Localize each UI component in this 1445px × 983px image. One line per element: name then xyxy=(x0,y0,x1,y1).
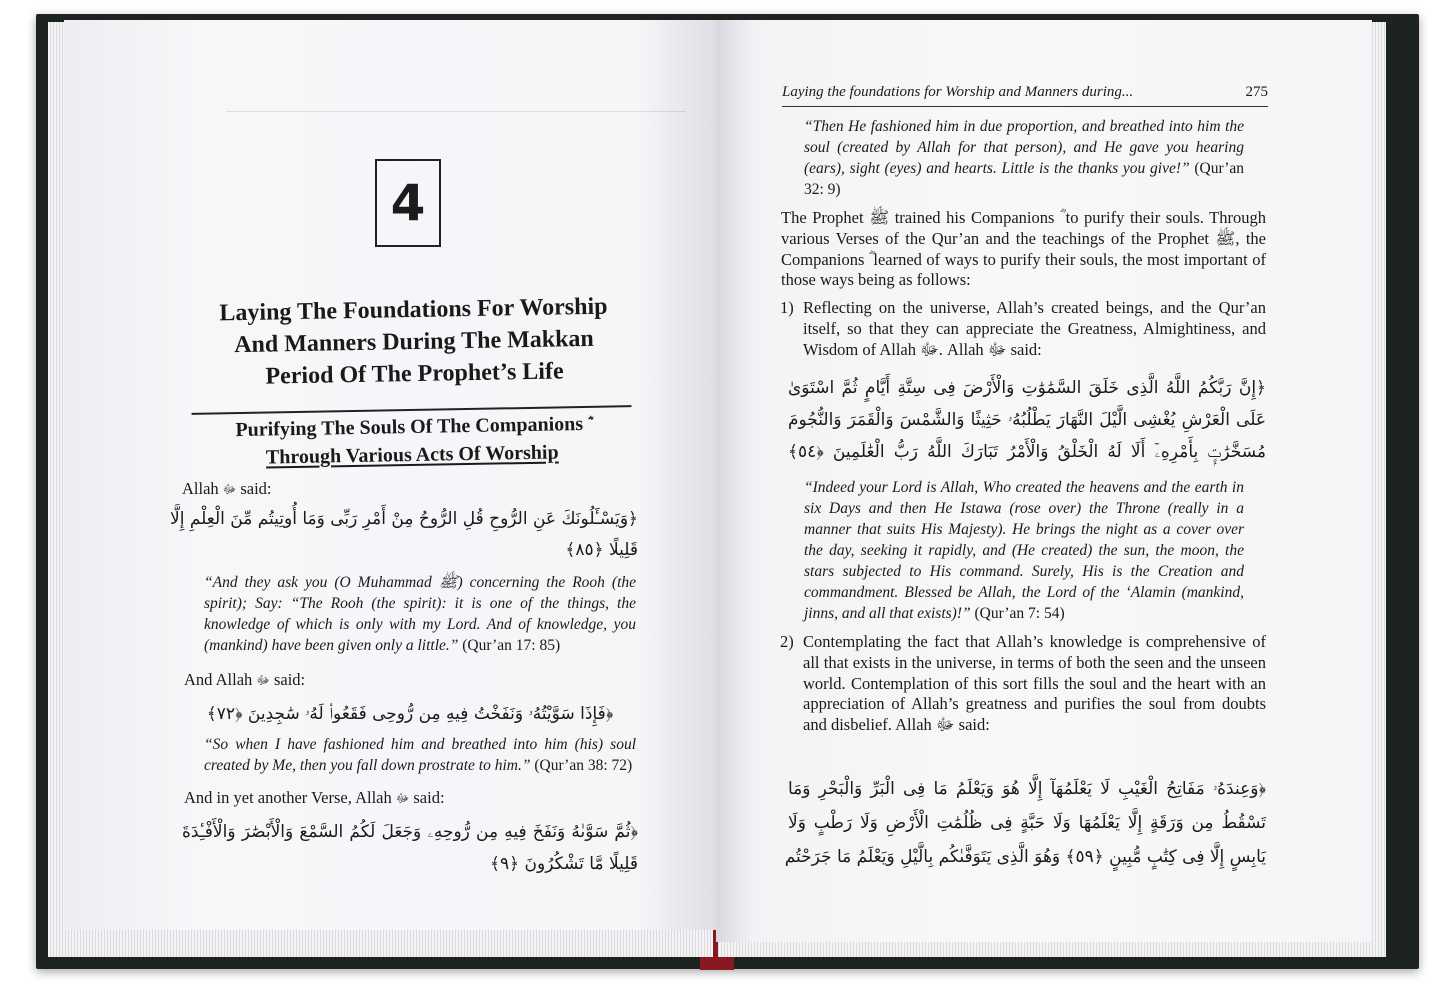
arabic-line: عَلَى الْعَرْشِ يُغْشِى الَّيْلَ النَّهَارَ يَطْلُبُهُۥ حَثِيثًا وَالشَّمْسَ وَالْقَمَرَ وَالنُّجُومَ xyxy=(788,410,1266,430)
arabic-line: يَابِسٍ إِلَّا فِى كِتَٰبٍ مُّبِينٍ ﴿٥٩﴾ وَهُوَ الَّذِى يَتَوَفَّىٰكُم بِالَّيْلِ وَيَعْلَمُ مَا جَرَحْتُم xyxy=(784,847,1266,867)
running-head-title: Laying the foundations for Worship and Manners during... xyxy=(782,84,1134,100)
translation-text: “Then He fashioned him in due proportion, and breathed into him the soul (created by Allah for that person), and He gave you hearing (ears), sight (eyes) and hearts. Little is the thanks you give!” xyxy=(804,118,1244,177)
label-text: And in yet another Verse, Allah xyxy=(184,788,392,807)
translation-text: “And they ask you (O Muhammad ﷺ) concerning the Rooh (the spirit); Say: “The Rooh (the spirit): it is one of the things, the knowledge of which is only with my Lord. And of knowledge, you (mankind) have been given only a little.” xyxy=(204,574,636,654)
verse-intro-label xyxy=(182,478,272,500)
arabic-line: ﴿وَيَسْـَٔلُونَكَ عَنِ الرُّوحِ قُلِ الرُّوحُ مِنْ أَمْرِ رَبِّى وَمَا أُوتِيتُم مِّنَ الْعِلْمِ إِلَّا xyxy=(170,509,638,529)
arabic-verse xyxy=(182,699,638,729)
body-paragraph xyxy=(781,208,1266,291)
list-number: 1) xyxy=(780,298,794,317)
arabic-verse xyxy=(170,504,638,566)
translation-text: “So when I have fashioned him and breathed into him (his) soul created by Me, then you fall down prostrate to him.” xyxy=(204,736,636,774)
chapter-title-line: And Manners During The Makkan xyxy=(233,325,595,359)
list-item xyxy=(780,298,1266,360)
section-title-text: Purifying The Souls Of The Companions xyxy=(235,413,584,442)
verse-reference: (Qur’an 7: 54) xyxy=(970,605,1065,622)
arabic-verse xyxy=(788,372,1266,468)
arabic-line: قَلِيلًا مَّا تَشْكُرُونَ ﴿٩﴾ xyxy=(490,854,638,874)
arabic-line: تَسْقُطُ مِن وَرَقَةٍ إِلَّا يَعْلَمُهَا وَلَا حَبَّةٍ فِى ظُلُمَٰتِ الْأَرْضِ وَلَا رَطْبٍ وَلَا xyxy=(788,813,1266,833)
running-header xyxy=(782,80,1268,107)
verse-reference: (Qur’an 32: 9) xyxy=(804,160,1244,198)
verse-intro-label xyxy=(184,787,445,809)
label-text: Allah xyxy=(182,479,219,498)
left-page xyxy=(64,20,716,930)
list-text: Reflecting on the universe, Allah’s created beings, and the Qur’an itself, so that they can appreciate the Greatness, Almightiness, and Wisdom of Allah ﷻ. Allah ﷻ said: xyxy=(803,298,1266,359)
label-text: said: xyxy=(409,788,445,807)
right-page xyxy=(716,20,1372,942)
chapter-title xyxy=(183,290,645,394)
show-through-text xyxy=(226,88,686,148)
arabic-line: ﴿إِنَّ رَبَّكُمُ اللَّهُ الَّذِى خَلَقَ السَّمَٰوَٰتِ وَالْأَرْضَ فِى سِتَّةِ أَيَّامٍ ثُمَّ اسْتَوَىٰ xyxy=(788,378,1266,398)
label-text: said: xyxy=(269,670,306,689)
arabic-verse xyxy=(182,816,638,880)
section-title-line xyxy=(192,405,633,446)
arabic-line: ﴿وَعِندَهُۥ مَفَاتِحُ الْغَيْبِ لَا يَعْلَمُهَآ إِلَّا هُوَ وَيَعْلَمُ مَا فِى الْبَرِّ وَالْبَحْرِ وَمَا xyxy=(788,779,1266,799)
section-title-line: Through Various Acts Of Worship xyxy=(265,441,559,469)
verse-translation xyxy=(804,477,1244,624)
arabic-line: ﴿فَإِذَا سَوَّيْتُهُۥ وَنَفَخْتُ فِيهِ مِن رُّوحِى فَقَعُوا۟ لَهُۥ سَٰجِدِينَ ﴿٧٢﴾ xyxy=(206,704,614,724)
verse-reference: (Qur’an 17: 85) xyxy=(458,637,561,654)
list-item xyxy=(780,632,1266,736)
honorific-symbol: ﷻ xyxy=(395,791,410,805)
chapter-number-box xyxy=(375,159,441,247)
chapter-title-line: Laying The Foundations For Worship xyxy=(219,293,608,327)
verse-translation xyxy=(204,572,636,656)
verse-translation xyxy=(804,116,1244,200)
honorific-symbol: ﷻ xyxy=(256,673,270,687)
paragraph-text: The Prophet ﷺ trained his Companions ؓ to purify their souls. Through various Verses of the Qur’an and the teachings of the Prophet ﷺ, the Companions ؓ learned of ways to purify their souls, the most important of those ways being as follows: xyxy=(781,208,1266,290)
label-text: And Allah xyxy=(184,670,253,689)
verse-intro-label xyxy=(184,669,305,691)
chapter-number: 4 xyxy=(390,174,426,232)
arabic-line: مُسَخَّرَٰتٍۭ بِأَمْرِهِۦٓ أَلَا لَهُ الْخَلْقُ وَالْأَمْرُ تَبَارَكَ اللَّهُ رَبُّ الْعَٰلَمِينَ ﴿٥٤﴾ xyxy=(788,442,1266,462)
label-text: said: xyxy=(236,479,272,498)
list-text: Contemplating the fact that Allah’s knowledge is comprehensive of all that exists in the universe, in terms of both the seen and the unseen world. Contemplation of this sort fills the soul and the heart with an appreciation of Allah’s greatness and purifies the soul from doubts and disbelief. Allah ﷻ said: xyxy=(803,632,1266,735)
verse-reference: (Qur’an 38: 72) xyxy=(530,757,633,774)
page-number: 275 xyxy=(1245,84,1268,100)
list-number: 2) xyxy=(780,632,794,651)
arabic-line: قَلِيلًا ﴿٨٥﴾ xyxy=(565,540,638,560)
chapter-title-line: Period Of The Prophet’s Life xyxy=(265,358,564,390)
arabic-line: ﴿ثُمَّ سَوَّىٰهُ وَنَفَخَ فِيهِ مِن رُّوحِهِۦ وَجَعَلَ لَكُمُ السَّمْعَ وَالْأَبْصَٰرَ وَالْأَفْـِٔدَةَ xyxy=(182,822,638,842)
arabic-verse xyxy=(784,772,1266,874)
translation-text: “Indeed your Lord is Allah, Who created the heavens and the earth in six Days and then He Istawa (rose over) the Throne (really in a manner that suits His Majesty). He brings the night as a cover over the day, seeking it rapidly, and (He created) the sun, the moon, the stars subjected to His command. Surely, His is the Creation and commandment. Blessed be Allah, the Lord of the ‘Alamin (mankind, jinns, and all that exists)!” xyxy=(804,479,1244,622)
verse-translation xyxy=(204,734,636,776)
honorific-symbol: ﷻ xyxy=(222,482,237,496)
section-title xyxy=(192,405,633,473)
